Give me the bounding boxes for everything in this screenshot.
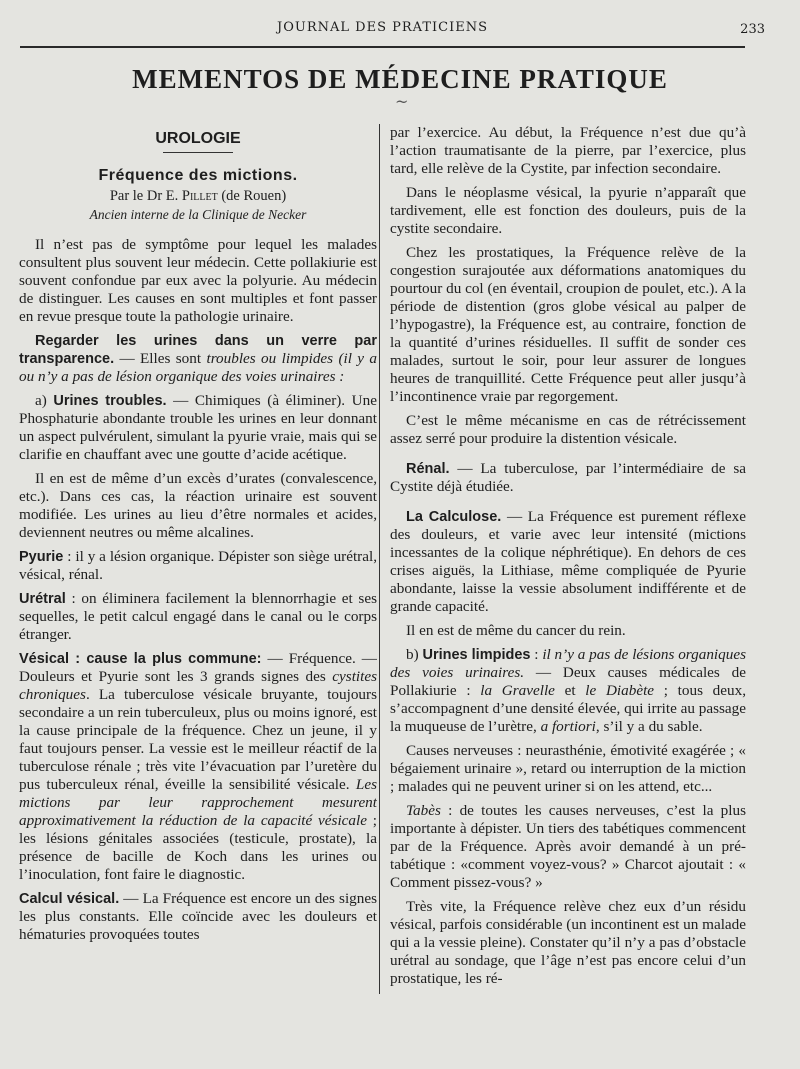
pyurie-text: : il y a lésion organique. Dépister son siège urétral, vésical, rénal.	[19, 548, 377, 583]
uretral-paragraph	[19, 590, 377, 644]
urines-limpides-text-1: — Deux causes médicales de Pollakiurie :	[390, 664, 746, 699]
cancer-paragraph: Il en est de même du cancer du rein.	[406, 622, 626, 639]
article-byline	[19, 187, 377, 205]
neoplasme-paragraph: Dans le néoplasme vésical, la pyurie n’apparaît que tardivement, elle est fonction des douleurs, puis de la cystite secondaire.	[390, 184, 746, 237]
regarder-text: — Elles sont	[114, 350, 207, 367]
urines-limpides-text-3: , s’il y a du sable.	[595, 718, 703, 735]
page-number: 233	[740, 22, 765, 37]
section-heading: UROLOGIE	[155, 130, 241, 147]
colon: :	[530, 646, 543, 663]
tabes-text: : de toutes les causes nerveuses, c’est la plus importante à dépister. Un tiers des tabétiques commencent par de la Fréquence. Après avoir demandé à un pré-tabétique : «comment voyez-vous? » Charcot ajoutait : « Comment pissez-vous? »	[390, 802, 746, 891]
byline-prefix: Par le Dr E.	[109, 188, 182, 204]
uretral-text: : on éliminera facilement la blennorrhagie et ses sequelles, le petit calcul engagé dans le canal ou le corps étranger.	[19, 590, 377, 643]
renal-paragraph	[390, 460, 746, 496]
calculose-paragraph	[390, 508, 746, 616]
urines-troubles-heading: Urines troubles.	[53, 393, 167, 409]
article-title: Fréquence des mictions.	[98, 167, 298, 184]
left-column	[19, 124, 377, 994]
tabes-paragraph	[390, 802, 746, 892]
urines-limpides-italic: il n’y a pas de lésions organiques des voies urinaires.	[390, 646, 746, 681]
nerveuses-paragraph: Causes nerveuses : neurasthénie, émotivité exagérée ; « bégaiement urinaire », retard ou interruption de la miction ; malades qui ne peuvent uriner si on les attend, etc...	[390, 742, 746, 795]
vesical-italic-1: cystites chroniques	[19, 668, 377, 703]
vesical-heading: Vésical : cause la plus commune:	[19, 651, 262, 667]
section-divider	[163, 152, 233, 153]
renal-text: — La tuberculose, par l’intermédiaire de sa Cystite déjà étudiée.	[390, 460, 746, 495]
journal-name: JOURNAL DES PRATICIENS	[277, 20, 488, 35]
vesical-text-2: . La tuberculose vésicale bruyante, toujours secondaire a un rein tuberculeux, plus ou moins ignoré, est la cause principale de la fréquence. Chez un jeune, il y faut toujours penser. La vessie est le meilleur réactif de la tuberculose rénale ; très vite l’évacuation par l’uretère du pus tuberculeux rénal, éveille la sensibilité vésicale.	[19, 686, 377, 793]
vesical-text-3: ; les lésions génitales associées (testicule, prostate), la présence de bacille de Koch dans les urines ou l’inoculation, font faire le diagnostic.	[19, 812, 377, 883]
urines-limpides-text-2: ; tous deux, s’accompagnent d’une densité élevée, qui irrite au passage la muqueuse de l’urètre,	[390, 682, 746, 735]
regarder-paragraph	[19, 332, 377, 386]
renal-heading: Rénal.	[406, 461, 450, 477]
retrecissement-paragraph: C’est le même mécanisme en cas de rétrécissement assez serré pour produire la distention vésicale.	[390, 412, 746, 447]
item-b-marker: b)	[406, 646, 423, 663]
calcul-paragraph	[19, 890, 377, 944]
pyurie-heading: Pyurie	[19, 549, 64, 565]
pyurie-paragraph	[19, 548, 377, 584]
calcul-heading: Calcul vésical.	[19, 891, 120, 907]
urates-paragraph: Il en est de même d’un excès d’urates (convalescence, etc.). Dans ces cas, la réaction urinaire est souvent modifiée. Les urines au lieu d’être normales et acides, deviennent neutres ou même alcalines.	[19, 470, 377, 541]
right-column	[390, 124, 746, 994]
vesical-text-1: — Fréquence. — Douleurs et Pyurie sont les 3 grands signes des	[19, 650, 377, 685]
tresvite-paragraph: Très vite, la Fréquence relève chez eux d’un résidu vésical, parfois considérable (un incontinent est un malade qui a la vessie pleine). Constater qu’il n’y a pas d’obstacle urétral au sondage, que l’âge n’est pas encore celui d’un prostatique, les ré-	[390, 898, 746, 987]
main-title: MEMENTOS DE MÉDECINE PRATIQUE	[132, 64, 668, 94]
urines-limpides-paragraph	[390, 646, 746, 736]
author-name: Pillet	[181, 188, 218, 204]
column-divider	[379, 124, 380, 994]
vesical-italic-2: Les mictions par leur rapprochement mesurent approximativement la réduction de la capacité vésicale	[19, 776, 377, 829]
continuation-paragraph: par l’exercice. Au début, la Fréquence n’est due qu’à l’action traumatisante de la pierre, par l’exercice, plus tard, elle relève de la Cystite, par infection secondaire.	[390, 124, 746, 177]
regarder-italic: troubles ou limpides (il y a ou n’y a pas de lésion organique des voies urinaires :	[19, 350, 377, 385]
urines-troubles-text: — Chimiques (à éliminer). Une Phosphaturie abondante trouble les urines en leur donnant un aspect pulvérulent, simulant la pyurie vraie, mais qui se clarifie en chauffant avec une goutte d’acide acétique.	[19, 392, 377, 463]
calculose-heading: La Calculose.	[406, 509, 502, 525]
prostatiques-paragraph: Chez les prostatiques, la Fréquence relève de la congestion surajoutée aux déformations anatomiques du pourtour du col (en éventail, croupion de poulet, etc.). A la période de distention (gros globe vésical au palper de l’hypogastre), la Fréquence est, au contraire, fonction de la quantité d’urines résiduelles. Il suffit de sonder ces malades, surtout le soir, pour leur assurer de longues heures de tranquillité. Cette Fréquence peut aller jusqu’à l’incontinence vraie par regorgement.	[390, 244, 746, 405]
urines-limpides-heading: Urines limpides	[422, 647, 531, 663]
gravelle-term: la Gravelle	[480, 682, 555, 699]
title-ornament: ~	[395, 92, 409, 111]
fortiori-term: a fortiori	[540, 718, 596, 735]
running-header	[20, 12, 765, 48]
byline-suffix: (de Rouen)	[217, 188, 287, 204]
diabete-term: le Diabète	[585, 682, 655, 699]
vesical-paragraph	[19, 650, 377, 884]
calculose-text: — La Fréquence est purement réflexe des douleurs, et varie avec leur intensité (mictions incessantes de la colique néphrétique). En dehors de ces crises aiguës, la Lithiase, même compliquée de Pyurie abondante, laisse la vessie absolument indifférente et de grande capacité.	[390, 508, 746, 615]
intro-paragraph: Il n’est pas de symptôme pour lequel les malades consultent plus souvent leur médecin. Cette pollakiurie est souvent confondue par eux avec la polyurie. Au médecin de distinguer. Les causes en sont multiples et font passer en revue presque toute la pathologie urinaire.	[19, 236, 377, 325]
tabes-heading: Tabès	[406, 802, 441, 819]
urines-troubles-paragraph	[19, 392, 377, 464]
author-affiliation: Ancien interne de la Clinique de Necker	[89, 207, 307, 222]
item-a-marker: a)	[35, 392, 54, 409]
regarder-heading: Regarder les urines dans un verre par transparence.	[19, 333, 377, 367]
conjunction: et	[554, 682, 586, 699]
calcul-text: — La Fréquence est encore un des signes les plus constants. Elle coïncide avec les douleurs et hématuries provoquées toutes	[19, 890, 377, 943]
uretral-heading: Urétral	[19, 591, 66, 607]
